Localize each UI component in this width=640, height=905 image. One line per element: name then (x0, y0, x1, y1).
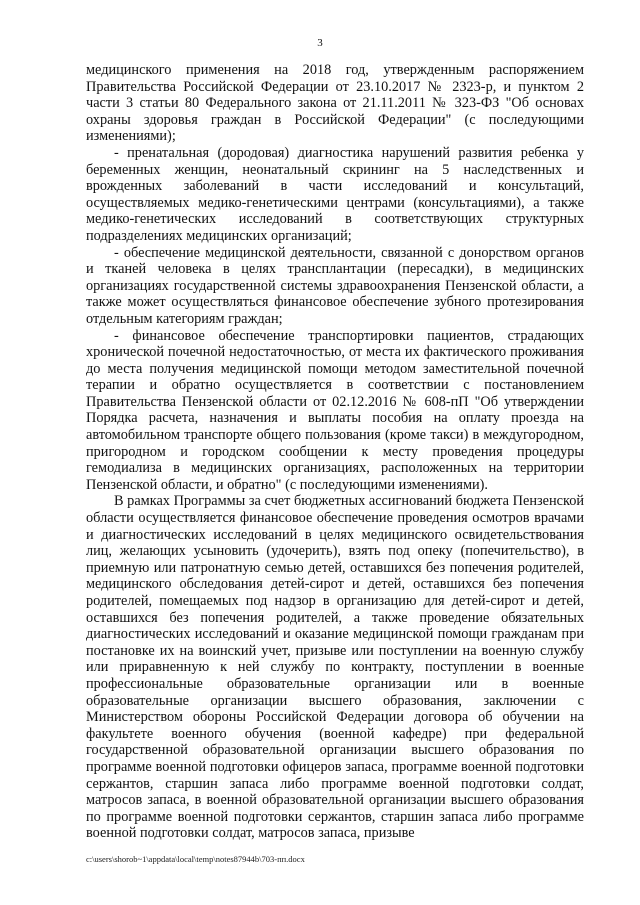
paragraph-prenatal-diagnostics: - пренатальная (дородовая) диагностика нарушений развития ребенка у беременных женщин, неонатальный скрининг на 5 наследственных и врожденных заболеваний в части исследований и консультаций, осуществляемых медико-генетическими центрами (консультациями), а также медико-генетических исследований в соответствующих структурных подразделениях медицинских организаций; (86, 144, 584, 244)
paragraph-program-funding: В рамках Программы за счет бюджетных ассигнований бюджета Пензенской области осуществляется финансовое обеспечение проведения осмотров врачами и диагностических исследований в целях медицинского освидетельствования лиц, желающих усыновить (удочерить), взять под опеку (попечительство), в приемную или патронатную семью детей, оставшихся без попечения родителей, медицинского обследования детей-сирот и детей, оставшихся без попечения родителей, помещаемых под надзор в организацию для детей-сирот и детей, оставшихся без попечения родителей, а также проведение обязательных диагностических исследований и оказание медицинской помощи гражданам при постановке их на воинский учет, призыве или поступлении на военную службу или приравненную к ней службу по контракту, поступлении в военные профессиональные образовательные организации или в военные образовательные организации высшего образования, заключении с Министерством обороны Российской Федерации договора об обучении на факультете военного обучения (военной кафедре) при федеральной государственной образовательной организации высшего образования по программе военной подготовки офицеров запаса, программе военной подготовки сержантов, старшин запаса либо программе военной подготовки солдат, матросов запаса, в военной образовательной организации высшего образования по программе военной подготовки сержантов, старшин запаса либо программе военной подготовки солдат, матросов запаса, призыве (86, 493, 584, 842)
paragraph-organ-donation: - обеспечение медицинской деятельности, связанной с донорством органов и тканей человека в целях трансплантации (пересадки), в медицинских организациях государственной системы здравоохранения Пензенской области, а также может осуществляться финансовое обеспечение зубного протезирования отдельным категориям граждан; (86, 244, 584, 327)
document-body (86, 62, 584, 842)
footer-file-path: c:\users\shorob~1\appdata\local\temp\notes87944b\703-пп.docx (86, 854, 305, 864)
page-number: 3 (317, 37, 323, 49)
paragraph-continuation: медицинского применения на 2018 год, утвержденным распоряжением Правительства Российской Федерации от 23.10.2017 № 2323-р, и пунктом 2 части 3 статьи 80 Федерального закона от 21.11.2011 № 323-ФЗ "Об основах охраны здоровья граждан в Российской Федерации" (с последующими изменениями); (86, 62, 584, 145)
paragraph-patient-transport: - финансовое обеспечение транспортировки пациентов, страдающих хронической почечной недостаточностью, от места их фактического проживания до места получения медицинской помощи методом заместительной почечной терапии и обратно осуществляется в соответствии с постановлением Правительства Пензенской области от 02.12.2016 № 608-пП "Об утверждении Порядка расчета, назначения и выплаты пособия на оплату проезда на автомобильном транспорте общего пользования (кроме такси) в междугородном, пригородном и городском сообщении к месту проведения процедуры гемодиализа в медицинских организациях, расположенных на территории Пензенской области, и обратно" (с последующими изменениями). (86, 327, 584, 493)
